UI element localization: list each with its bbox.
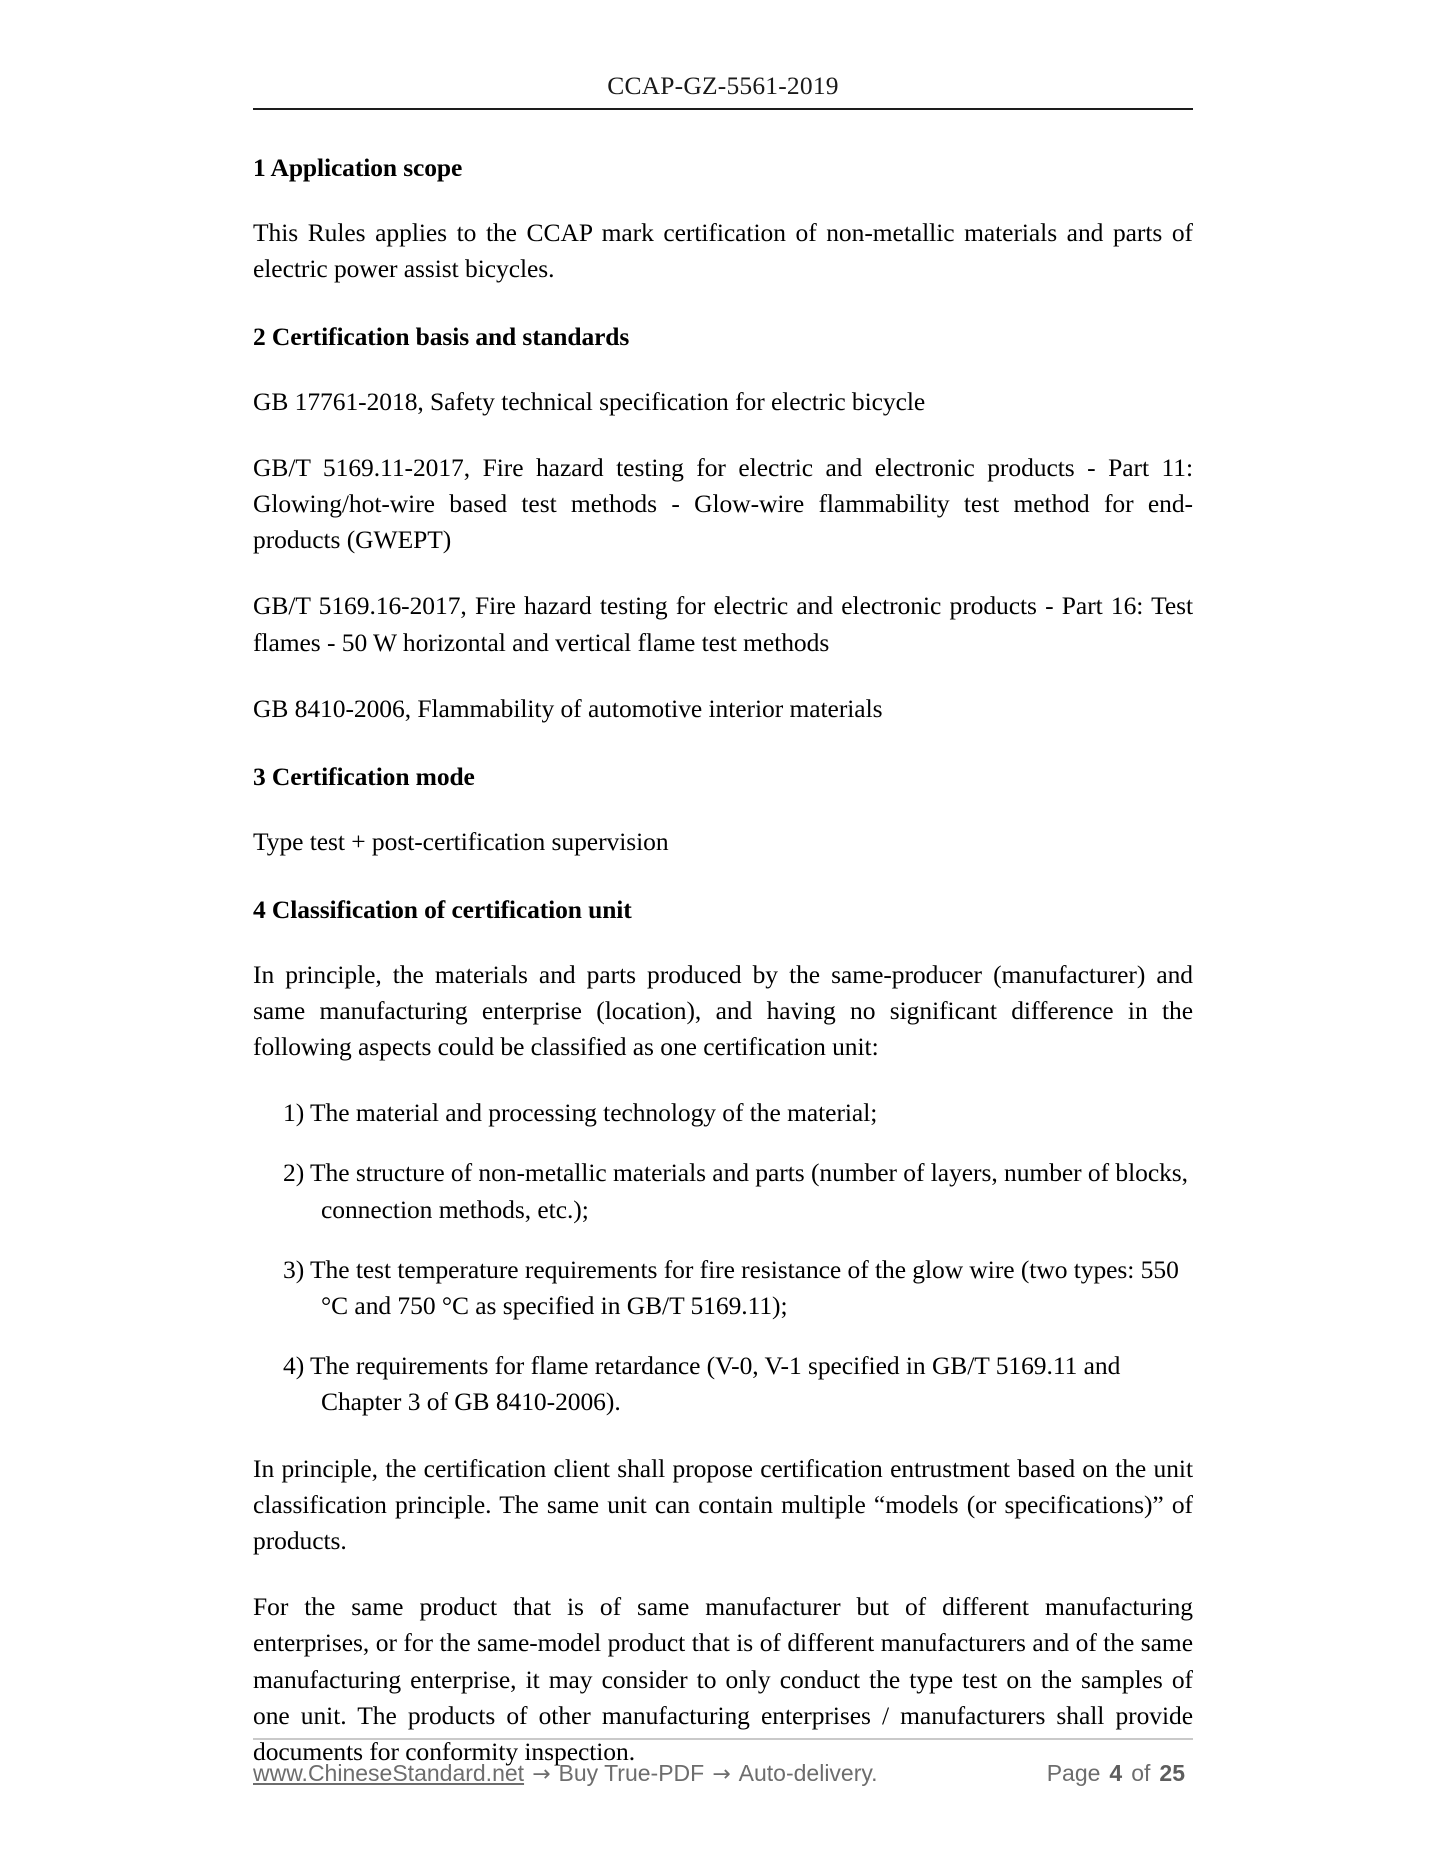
section-1-paragraph: This Rules applies to the CCAP mark certification of non-metallic materials and parts of electric power assist bicycles.: [253, 217, 1193, 283]
section-heading-4: 4 Classification of certification unit: [253, 894, 632, 924]
document-body: [253, 152, 1193, 1770]
section-heading-2: 2 Certification basis and standards: [253, 322, 630, 352]
page-total: 25: [1159, 1760, 1185, 1786]
page-label: Page: [1046, 1760, 1101, 1786]
arrow-right-icon: →: [712, 1762, 731, 1787]
page-footer: [253, 1760, 1193, 1787]
page-number: 4: [1109, 1760, 1123, 1786]
standard-reference-4: GB 8410-2006, Flammability of automotive interior materials: [253, 693, 883, 723]
certification-unit-criteria-list: [253, 1095, 1193, 1420]
arrow-right-icon: →: [532, 1762, 551, 1787]
document-code: CCAP-GZ-5561-2019: [607, 71, 839, 100]
buy-true-pdf-label: Buy True-PDF: [558, 1760, 705, 1786]
section-heading-1: 1 Application scope: [253, 153, 463, 182]
standard-reference-3: GB/T 5169.16-2017, Fire hazard testing for electric and electronic products - Part 16: Test flames - 50 W horizontal and vertical flame test methods: [253, 591, 1193, 657]
section-4-closing-paragraph-1: In principle, the certification client shall propose certification entrustment based on the unit classification principle. The same unit can contain multiple “models (or specifications)” of products.: [253, 1453, 1193, 1555]
standard-reference-1: GB 17761-2018, Safety technical specification for electric bicycle: [253, 386, 926, 416]
section-3-paragraph: Type test + post-certification supervision: [253, 826, 669, 856]
section-4-intro-paragraph: In principle, the materials and parts produced by the same-producer (manufacturer) and same manufacturing enterprise (location), and having no significant difference in the following aspects could be classified as one certification unit:: [253, 959, 1193, 1061]
page-indicator: [1047, 1760, 1193, 1787]
chinesestandard-link[interactable]: www.ChineseStandard.net: [253, 1760, 525, 1786]
list-item: 3) The test temperature requirements for fire resistance of the glow wire (two types: 550 °C and 750 °C as specified in GB/T 5169.11);: [283, 1254, 1179, 1320]
footer-divider: [253, 1738, 1193, 1740]
footer-promo: [253, 1760, 878, 1787]
page-header: [253, 72, 1193, 100]
list-item: 4) The requirements for flame retardance (V-0, V-1 specified in GB/T 5169.11 and Chapter 3 of GB 8410-2006).: [283, 1351, 1121, 1417]
standard-reference-2: GB/T 5169.11-2017, Fire hazard testing for electric and electronic products - Part 11: Glowing/hot-wire based test methods - Glow-wire flammability test method for end-products (GWEPT): [253, 452, 1193, 555]
list-item: 1) The material and processing technology of the material;: [283, 1098, 878, 1128]
header-divider: [253, 108, 1193, 110]
of-label: of: [1131, 1760, 1151, 1786]
section-heading-3: 3 Certification mode: [253, 762, 475, 792]
auto-delivery-label: Auto-delivery.: [738, 1760, 878, 1786]
list-item: 2) The structure of non-metallic materials and parts (number of layers, number of blocks, connection methods, etc.);: [283, 1158, 1188, 1224]
section-4-closing-paragraph-2: For the same product that is of same manufacturer but of different manufacturing enterprises, or for the same-model product that is of different manufacturers and of the same manufacturing enterprise, it may consider to only conduct the type test on the samples of one unit. The products of other manufacturing enterprises / manufacturers shall provide documents for conformity inspection.: [253, 1592, 1193, 1766]
